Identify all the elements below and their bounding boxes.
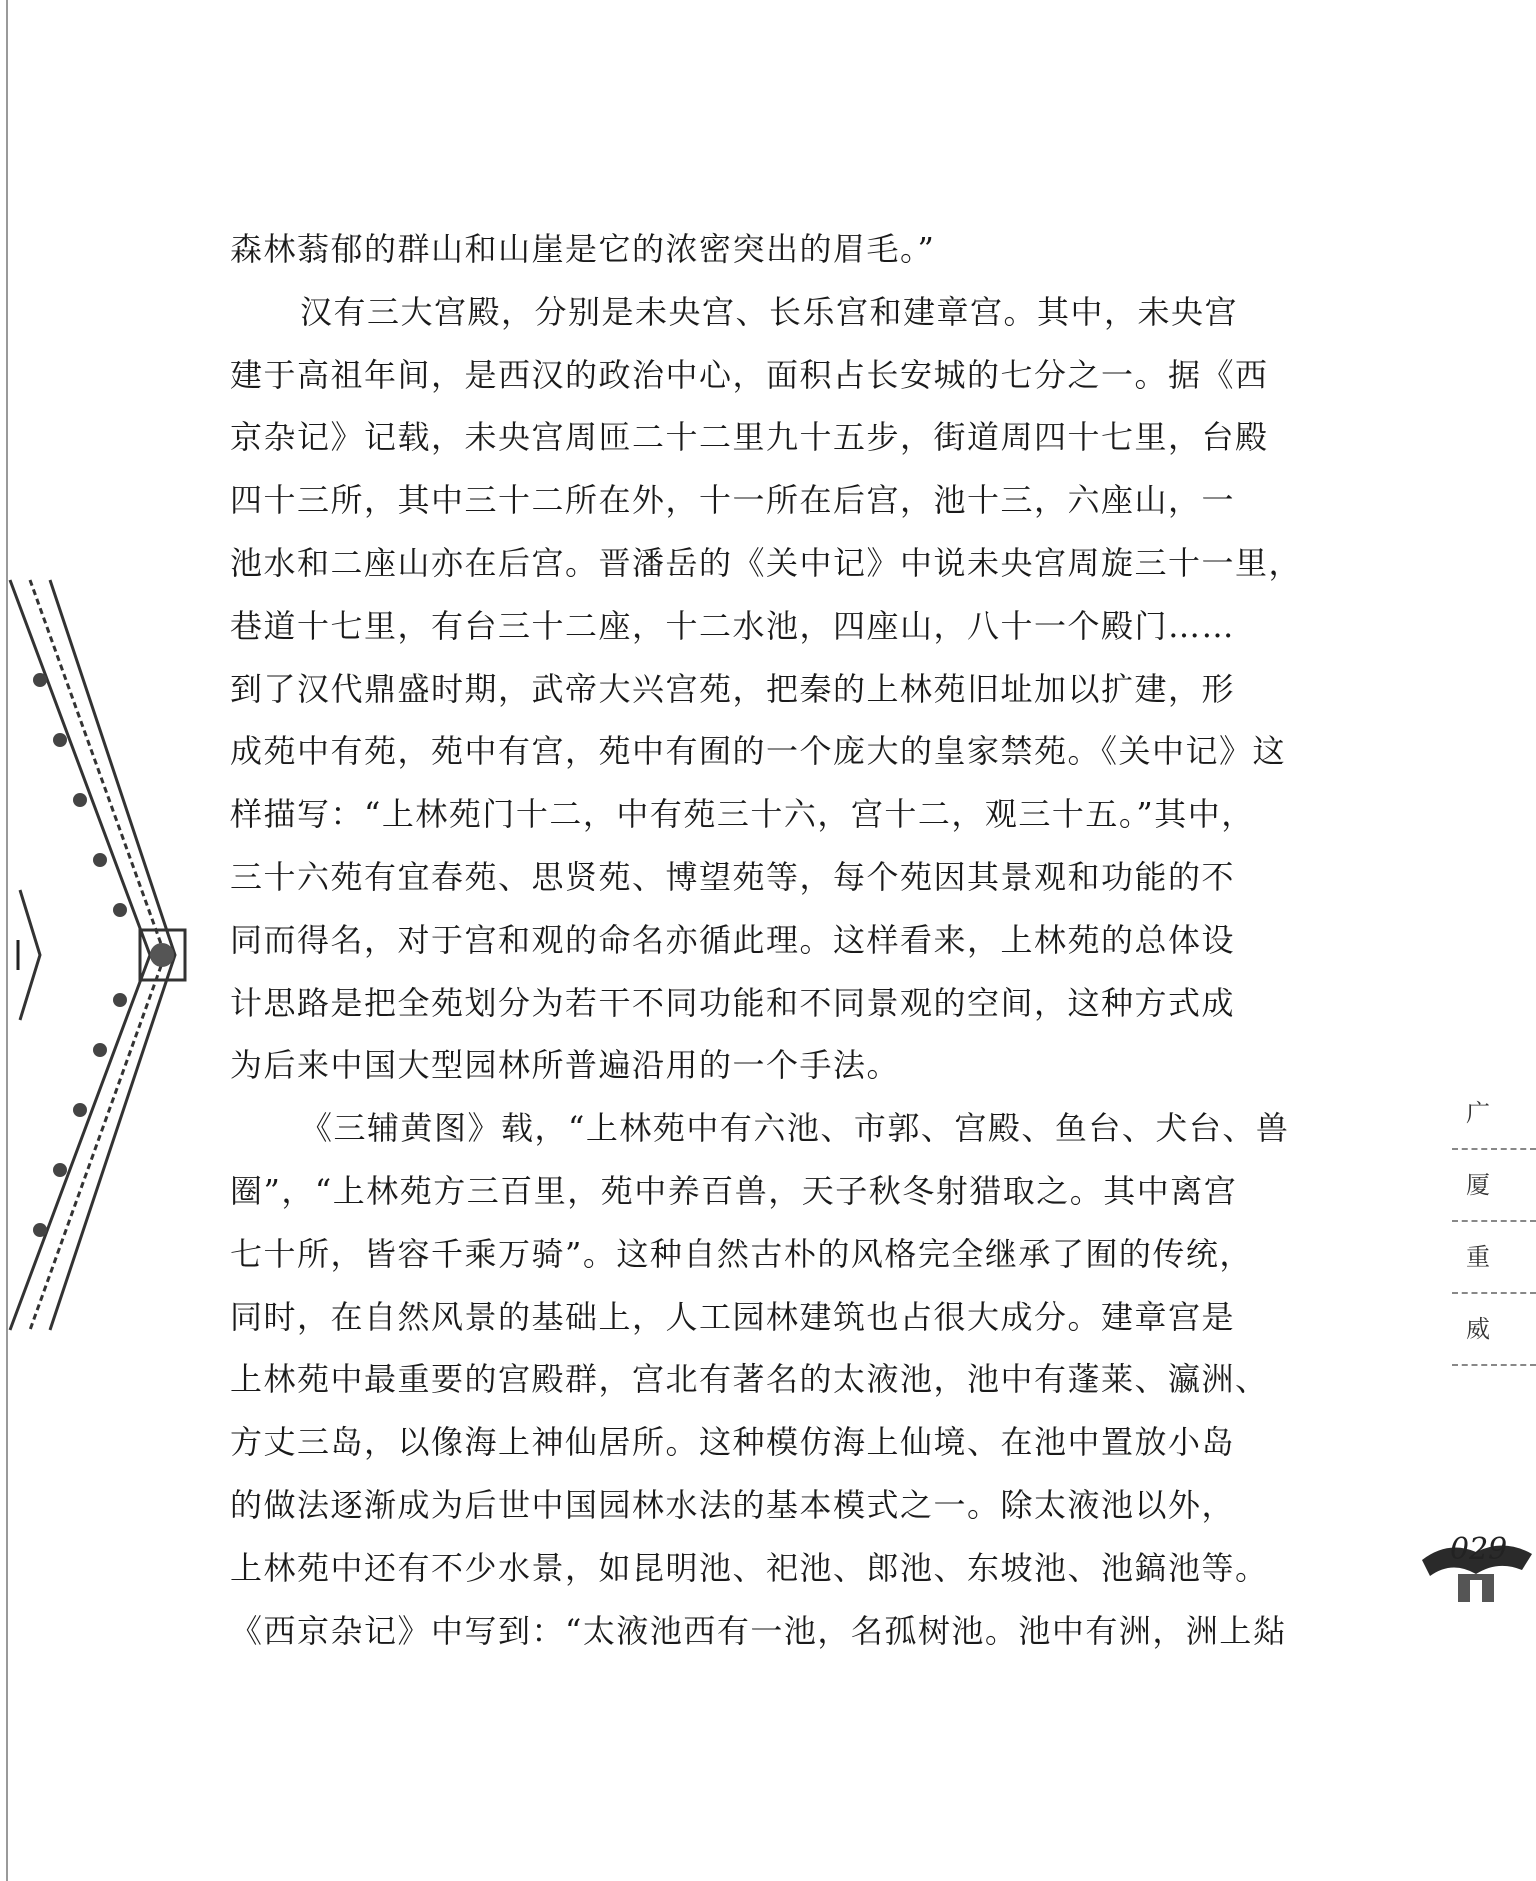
text-line: 上林苑中最重要的宫殿群，宫北有著名的太液池，池中有蓬莱、瀛洲、 bbox=[230, 1360, 1269, 1399]
text-line: 巷道十七里，有台三十二座，十二水池，四座山，八十一个殿门…… bbox=[230, 606, 1236, 645]
running-title-char: 威 bbox=[1452, 1294, 1536, 1366]
text-line: 圈”，“上林苑方三百里，苑中养百兽，天子秋冬射猎取之。其中离宫 bbox=[230, 1171, 1238, 1210]
running-title-char: 重 bbox=[1452, 1222, 1536, 1294]
text-line: 的做法逐渐成为后世中国园林水法的基本模式之一。除太液池以外， bbox=[230, 1485, 1236, 1524]
running-title-char: 广 bbox=[1452, 1078, 1536, 1150]
running-title bbox=[1452, 1078, 1536, 1366]
text-line: 同而得名，对于宫和观的命名亦循此理。这样看来，上林苑的总体设 bbox=[230, 920, 1236, 959]
text-line: 七十所，皆容千乘万骑”。这种自然古朴的风格完全继承了囿的传统， bbox=[230, 1234, 1253, 1273]
text-line: 同时，在自然风景的基础上，人工园林建筑也占很大成分。建章宫是 bbox=[230, 1297, 1236, 1336]
text-line: 汉有三大宫殿，分别是未央宫、长乐宫和建章宫。其中，未央宫 bbox=[300, 292, 1239, 331]
text-line: 方丈三岛，以像海上神仙居所。这种模仿海上仙境、在池中置放小岛 bbox=[230, 1423, 1236, 1462]
text-line: 为后来中国大型园林所普遍沿用的一个手法。 bbox=[230, 1046, 901, 1085]
text-line: 三十六苑有宜春苑、思贤苑、博望苑等，每个苑因其景观和功能的不 bbox=[230, 857, 1236, 896]
text-line: 建于高祖年间，是西汉的政治中心，面积占长安城的七分之一。据《西 bbox=[230, 355, 1269, 394]
text-line: 成苑中有苑，苑中有宫，苑中有囿的一个庞大的皇家禁苑。《关中记》这 bbox=[230, 732, 1287, 771]
running-title-char: 厦 bbox=[1452, 1150, 1536, 1222]
text-line: 计思路是把全苑划分为若干不同功能和不同景观的空间，这种方式成 bbox=[230, 983, 1236, 1022]
text-line: 森林蓊郁的群山和山崖是它的浓密突出的眉毛。” bbox=[230, 230, 936, 268]
text-line: 京杂记》记载，未央宫周匝二十二里九十五步，街道周四十七里，台殿 bbox=[230, 418, 1269, 457]
roof-eave-ornament bbox=[0, 560, 190, 1350]
text-line: 《三辅黄图》载，“上林苑中有六池、市郭、宫殿、鱼台、犬台、兽 bbox=[300, 1109, 1290, 1148]
body-text bbox=[230, 218, 1380, 1662]
text-line: 《西京杂记》中写到：“太液池西有一池，名孤树池。池中有洲，洲上煔 bbox=[230, 1611, 1287, 1650]
text-line: 上林苑中还有不少水景，如昆明池、祀池、郎池、东坡池、池鎬池等。 bbox=[230, 1548, 1269, 1587]
text-line: 到了汉代鼎盛时期，武帝大兴宫苑，把秦的上林苑旧址加以扩建，形 bbox=[230, 669, 1236, 708]
text-line: 样描写：“上林苑门十二，中有苑三十六，宫十二，观三十五。”其中， bbox=[230, 795, 1255, 834]
text-line: 四十三所，其中三十二所在外，十一所在后宫，池十三，六座山，一 bbox=[230, 481, 1236, 520]
text-line: 池水和二座山亦在后宫。晋潘岳的《关中记》中说未央宫周旋三十一里， bbox=[230, 543, 1303, 582]
page-number: 029 bbox=[1450, 1532, 1508, 1567]
